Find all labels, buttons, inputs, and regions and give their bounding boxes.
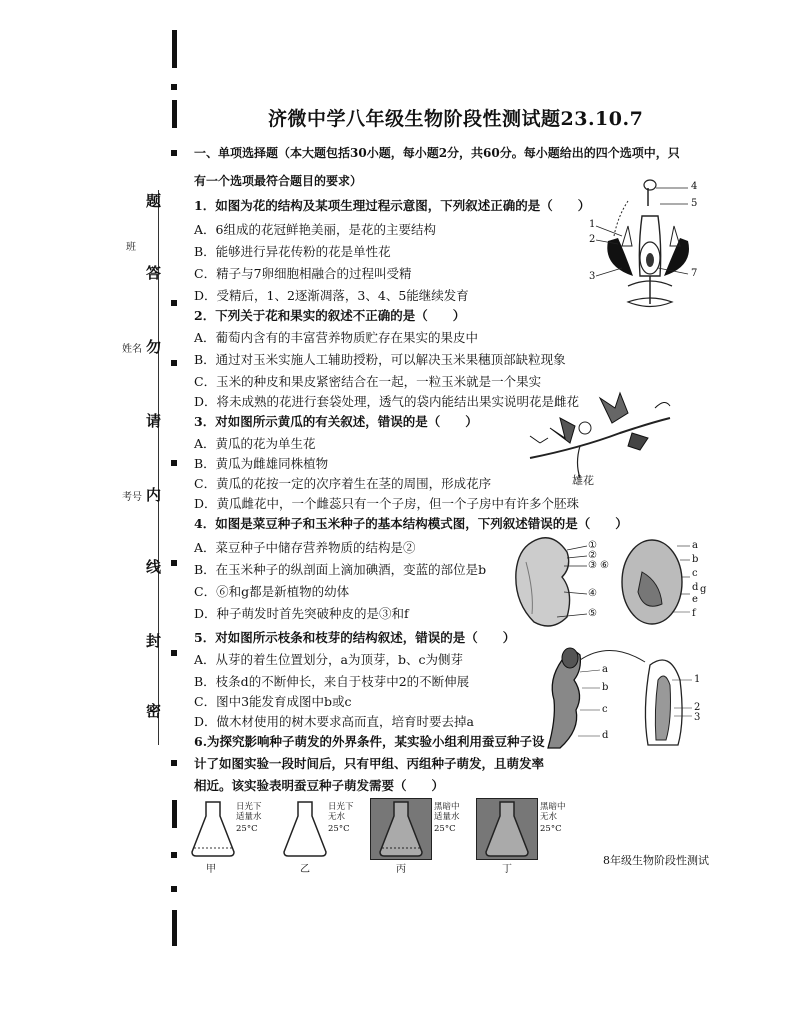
binding-dot [171, 886, 177, 892]
cucumber-figure [520, 388, 680, 488]
bud-label: 3 [694, 712, 701, 723]
question-stem: 相近。该实验表明蚕豆种子萌发需要（ ） [194, 778, 445, 793]
page-title: 济微中学八年级生物阶段性测试题23.10.7 [268, 108, 644, 130]
section-heading: 一、单项选择题（本大题包括30小题，每小题2分，共60分。每小题给出的四个选项中，只 [194, 146, 680, 160]
option: B．黄瓜为雌雄同株植物 [194, 456, 329, 471]
binding-dot [171, 300, 177, 306]
option: C．黄瓜的花按一定的次序着生在茎的周围，形成花序 [194, 476, 492, 491]
option: D．将未成熟的花进行套袋处理，透气的袋内能结出果实说明花是雌花 [194, 394, 580, 409]
bean-label: ② [588, 550, 597, 561]
margin-char: 线 [146, 558, 162, 576]
bud-label: 2 [694, 702, 701, 713]
flower-label: 5 [691, 198, 698, 209]
male-flower-label: 雄花 [572, 474, 594, 487]
margin-char: 内 [146, 486, 162, 504]
bean-label: ④ [588, 588, 597, 599]
corn-label: e [692, 594, 698, 605]
flask-ding [476, 798, 586, 874]
branch-label: c [602, 704, 608, 715]
option: B．能够进行异花传粉的花是单性花 [194, 244, 391, 259]
binding-dot [171, 760, 177, 766]
flask-condition: 适量水 [434, 812, 460, 822]
flask-experiment [186, 798, 586, 874]
flask-condition: 日光下 [328, 802, 354, 812]
question-stem: 3．对如图所示黄瓜的有关叙述，错误的是（ ） [194, 414, 478, 429]
option: A．葡萄内含有的丰富营养物质贮存在果实的果皮中 [194, 330, 479, 345]
margin-char: 请 [146, 412, 162, 430]
option: B．枝条d的不断伸长，来自于枝芽中2的不断伸展 [194, 674, 470, 689]
flower-label: 2 [589, 234, 596, 245]
flask-condition: 适量水 [236, 812, 262, 822]
option: A．黄瓜的花为单生花 [194, 436, 316, 451]
option: A．从芽的着生位置划分，a为顶芽，b、c为侧芽 [194, 652, 463, 667]
corn-label: c [692, 568, 698, 579]
corn-label: d [692, 582, 699, 593]
flower-label: 3 [589, 271, 596, 282]
option: C．图中3能发育成图中b或c [194, 694, 352, 709]
section-heading: 有一个选项最符合题目的要求） [194, 174, 363, 188]
page-footer: 8年级生物阶段性测试 [603, 854, 709, 867]
margin-char: 答 [146, 264, 162, 282]
binding-bar [172, 800, 177, 828]
flask-temp: 25°C [540, 824, 562, 834]
branch-label: d [602, 730, 609, 741]
option: C．玉米的种皮和果皮紧密结合在一起，一粒玉米就是一个果实 [194, 374, 542, 389]
option: B．在玉米种子的纵剖面上滴加碘酒，变蓝的部位是b [194, 562, 487, 577]
bean-label: ⑥ [600, 560, 609, 571]
flask-yi [278, 798, 378, 874]
option: C．精子与7卵细胞相融合的过程叫受精 [194, 266, 412, 281]
margin-char: 密 [146, 702, 162, 720]
corn-label: f [692, 608, 696, 619]
question-stem: 6.为探究影响种子萌发的外界条件，某实验小组利用蚕豆种子设 [194, 734, 545, 749]
margin-field-class: 班 [126, 242, 136, 253]
option: A．6组成的花冠鲜艳美丽，是花的主要结构 [194, 222, 436, 237]
question-stem: 1．如图为花的结构及某项生理过程示意图，下列叙述正确的是（ ） [194, 198, 591, 213]
option: D．做木材使用的树木要求高而直，培育时要去掉a [194, 714, 474, 729]
flask-name: 甲 [206, 864, 216, 875]
binding-dot [171, 650, 177, 656]
bud-label: 1 [694, 674, 701, 685]
corn-label: a [692, 540, 698, 551]
option: C．⑥和g都是新植物的幼体 [194, 584, 350, 599]
flask-name: 丙 [396, 864, 406, 875]
option: D．黄瓜雌花中，一个雌蕊只有一个子房，但一个子房中有许多个胚珠 [194, 496, 580, 511]
flower-figure [588, 176, 708, 316]
option: B．通过对玉米实施人工辅助授粉，可以解决玉米果穗顶部缺粒现象 [194, 352, 566, 367]
corn-label: b [692, 554, 699, 565]
bean-label: ③ [588, 560, 597, 571]
flask-name: 乙 [300, 864, 310, 875]
binding-dot [171, 150, 177, 156]
margin-char: 题 [146, 192, 162, 210]
question-stem: 计了如图实验一段时间后，只有甲组、丙组种子萌发，且萌发率 [194, 756, 545, 771]
binding-bar [172, 100, 177, 128]
question-stem: 4．如图是菜豆种子和玉米种子的基本结构模式图，下列叙述错误的是（ ） [194, 516, 628, 531]
flower-label: 1 [589, 219, 596, 230]
flask-jia [186, 798, 286, 874]
bean-label: ⑤ [588, 608, 597, 619]
binding-bar [172, 910, 177, 946]
binding-dot [171, 360, 177, 366]
seed-figure [512, 532, 707, 632]
flask-temp: 25°C [434, 824, 456, 834]
margin-char: 封 [146, 632, 162, 650]
margin-field-name: 姓名 [122, 344, 142, 355]
binding-dot [171, 852, 177, 858]
binding-dot [171, 560, 177, 566]
margin-char: 勿 [146, 338, 162, 356]
question-stem: 2．下列关于花和果实的叙述不正确的是（ ） [194, 308, 466, 323]
bean-label: ① [588, 540, 597, 551]
flask-bing [370, 798, 470, 874]
flask-temp: 25°C [236, 824, 258, 834]
branch-label: a [602, 664, 608, 675]
flask-condition: 日光下 [236, 802, 262, 812]
binding-dot [171, 460, 177, 466]
corn-label: g [700, 584, 707, 595]
option: A．菜豆种子中储存营养物质的结构是② [194, 540, 416, 555]
flower-label: 4 [691, 181, 698, 192]
flask-condition: 黑暗中 [434, 802, 460, 812]
binding-dot [171, 84, 177, 90]
question-stem: 5．对如图所示枝条和枝芽的结构叙述，错误的是（ ） [194, 630, 516, 645]
flask-condition: 无水 [328, 812, 346, 822]
branch-figure [540, 640, 710, 752]
flask-condition: 黑暗中 [540, 802, 566, 812]
binding-bar [172, 30, 177, 68]
option: D．种子萌发时首先突破种皮的是③和f [194, 606, 409, 621]
flask-temp: 25°C [328, 824, 350, 834]
flask-condition: 无水 [540, 812, 558, 822]
branch-label: b [602, 682, 609, 693]
option: D．受精后，1、2逐渐凋落，3、4、5能继续发育 [194, 288, 469, 303]
flask-name: 丁 [502, 864, 512, 875]
flower-label: 7 [691, 268, 698, 279]
margin-field-number: 考号 [122, 492, 142, 503]
